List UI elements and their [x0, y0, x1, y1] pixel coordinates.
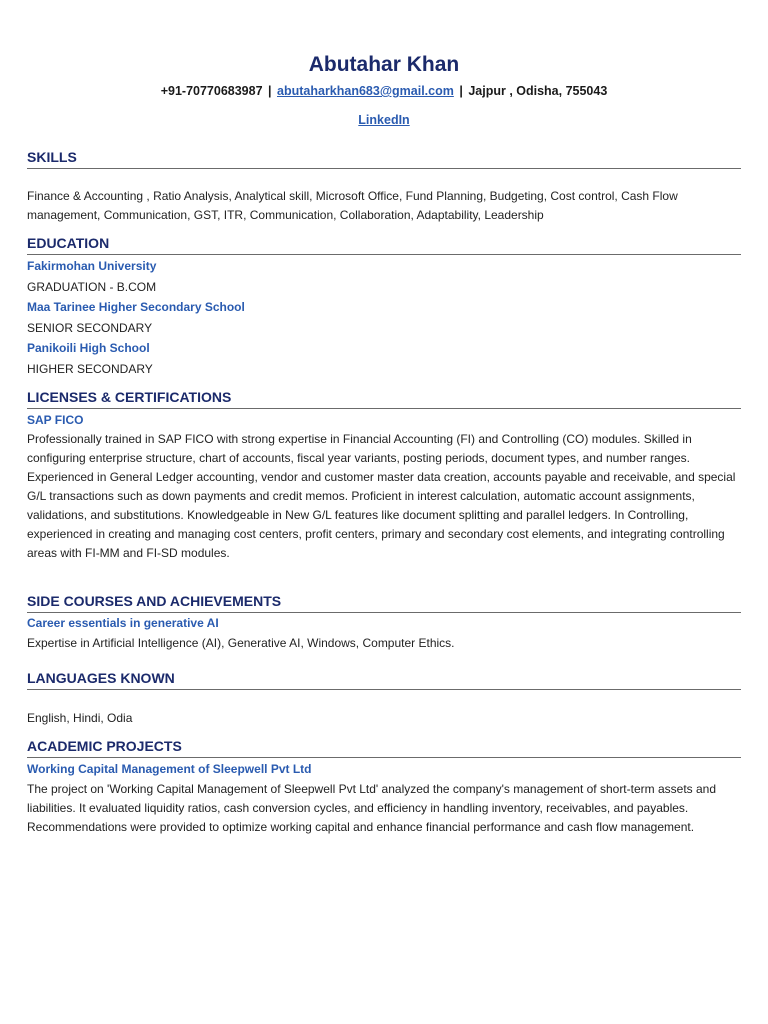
languages-text: English, Hindi, Odia: [27, 711, 133, 725]
email-link[interactable]: abutaharkhan683@gmail.com: [277, 84, 454, 98]
education-section: [27, 234, 741, 378]
resume-header: [27, 52, 741, 128]
languages-section: [27, 669, 741, 727]
contact-separator: |: [459, 84, 463, 98]
section-title-academic: ACADEMIC PROJECTS: [27, 737, 741, 758]
certification-name: SAP FICO: [27, 413, 84, 427]
section-title-education: EDUCATION: [27, 234, 741, 255]
side-courses-section: [27, 592, 741, 652]
institution-name: Maa Tarinee Higher Secondary School: [27, 300, 245, 314]
licenses-section: [27, 388, 741, 563]
contact-line: [27, 83, 741, 99]
education-level: SENIOR SECONDARY: [27, 321, 153, 335]
project-name: Working Capital Management of Sleepwell Pvt Ltd: [27, 762, 312, 776]
institution-name: Fakirmohan University: [27, 259, 157, 273]
linkedin-line: [27, 112, 741, 128]
section-title-licenses: LICENSES & CERTIFICATIONS: [27, 388, 741, 409]
candidate-name: Abutahar Khan: [308, 53, 460, 76]
linkedin-link[interactable]: LinkedIn: [358, 113, 410, 127]
education-level: GRADUATION - B.COM: [27, 280, 157, 294]
section-title-languages: LANGUAGES KNOWN: [27, 669, 741, 690]
academic-projects-section: [27, 737, 741, 837]
education-item: [27, 339, 741, 378]
education-item: [27, 298, 741, 337]
phone-number: +91-70770683987: [160, 84, 263, 98]
contact-separator: |: [268, 84, 272, 98]
project-description: The project on 'Working Capital Management of Sleepwell Pvt Ltd' analyzed the company's management of short-term assets and liabilities. It evaluated liquidity ratios, cash conversion cycles, and efficiency in handling inventory, receivables, and payables. Recommendations were provided to optimize working capital and enhance financial performance and cash flow management.: [27, 782, 717, 834]
section-title-skills: SKILLS: [27, 148, 741, 169]
certification-description: Professionally trained in SAP FICO with strong expertise in Financial Accounting (FI) and Controlling (CO) modules. Skilled in configuring enterprise structure, chart of accounts, fiscal year variants, posting periods, document types, and number ranges. Experienced in General Ledger accounting, vendor and customer master data creation, accounts payable and receivable, and special G/L transactions such as down payments and credit memos. Proficient in interest calculation, automatic account assignments, validations, and substitutions. Knowledgeable in New G/L features like document splitting and parallel ledgers. In Controlling, experienced in creating and managing cost centers, profit centers, primary and secondary cost elements, and integrating controlling areas with FI-MM and FI-SD modules.: [27, 432, 736, 560]
skills-text: Finance & Accounting , Ratio Analysis, Analytical skill, Microsoft Office, Fund Planning, Budgeting, Cost control, Cash Flow management, Communication, GST, ITR, Communication, Collaboration, Adaptability, Leadership: [27, 189, 678, 222]
education-level: HIGHER SECONDARY: [27, 362, 153, 376]
institution-name: Panikoili High School: [27, 341, 150, 355]
education-item: [27, 257, 741, 296]
course-name: Career essentials in generative AI: [27, 616, 219, 630]
course-description: Expertise in Artificial Intelligence (AI), Generative AI, Windows, Computer Ethics.: [27, 636, 455, 650]
location: Jajpur , Odisha, 755043: [468, 84, 608, 98]
section-title-side-courses: SIDE COURSES AND ACHIEVEMENTS: [27, 592, 741, 613]
skills-section: [27, 148, 741, 225]
